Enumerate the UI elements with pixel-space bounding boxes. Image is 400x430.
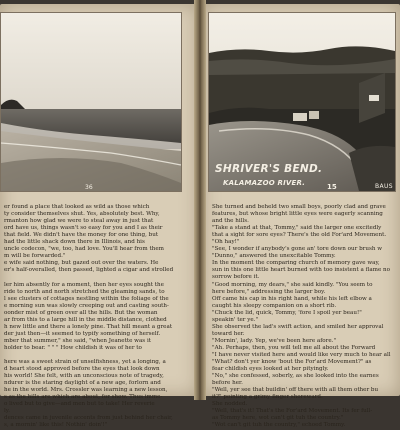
- text-line: "Oh hay!": [212, 239, 240, 246]
- text-line: "Good morning, my dears," she said kindly. "You seem to: [212, 281, 373, 288]
- text-line: he in the world. Mrs. Crossler was learning a new lesson,: [4, 387, 168, 394]
- text-line: toward her.: [212, 330, 245, 337]
- text-line: "Chuck the lid, quick, Tommy, 'fore I spoil yer beau!": [212, 309, 362, 316]
- text-line: ly.: [4, 408, 10, 415]
- text-line: as Tommy here, wot can't git tuh the country.": [212, 415, 344, 422]
- text-line: ride to north and north stretched the gleaming sands, to: [4, 288, 165, 295]
- text-line: here before," addressing the larger boy.: [212, 288, 326, 295]
- text-line: his world! She felt, with an unconscious note of tragedy,: [4, 373, 164, 380]
- text-line: speakin' ter ye.": [212, 316, 259, 323]
- text-line: dences came in juvenile accents from just behind her chair,: [4, 415, 173, 422]
- text-line: "See, I wonder if anybody's gone an' tore down our brush w: [212, 246, 382, 253]
- text-line: oonder mist of green over all the hills. But the woman: [4, 309, 158, 316]
- text-line: Off came his cap in his right hand, while his left elbow a: [212, 295, 372, 302]
- text-line: had the little shack down there in Illinois, and his: [4, 239, 145, 246]
- text-line: der just then—it seemed to typify something of herself.: [4, 330, 161, 337]
- text-line: here was a sweet strain of unselfishness, yet a longing, a: [4, 359, 166, 366]
- text-line: uncle codecon, "we, too, had love. You'll hear from them: [4, 246, 164, 253]
- text-line: er's half-overalled, then passed, lighted a cigar and strolled: [4, 267, 174, 274]
- text-line: sorrow before it.: [212, 274, 260, 281]
- plate-number: 15: [327, 183, 337, 191]
- left-page-text: [4, 204, 190, 430]
- text-line: m will be forwarded.": [4, 253, 66, 260]
- beach-scene-illustration: [1, 13, 181, 191]
- text-line: "I have never visited here and would like very much to hear all: [212, 351, 391, 358]
- left-page: [0, 4, 198, 429]
- text-line: ord have us, things wasn't so easy for you and I as their: [4, 225, 163, 232]
- text-line: She observed the lad's swift action, and smiled her approval: [212, 323, 384, 330]
- caption-subtitle: KALAMAZOO RIVER.: [223, 179, 306, 187]
- text-line: "Well, yer see that buildin' off there with all them other bu: [212, 387, 379, 394]
- right-page: [202, 4, 400, 429]
- text-line: "What? don't yer know 'bout the For'ard Movement?" as: [212, 359, 372, 366]
- text-line: and the hills.: [212, 218, 249, 225]
- text-line: "Ah. Perhaps, then, you will tell me all about the Forward: [212, 344, 376, 351]
- text-line: In the moment the comparing church of memory gave way,: [212, 260, 380, 267]
- text-line: caught his sleepy companion on a short rib.: [212, 302, 337, 309]
- text-line: before her.: [212, 380, 243, 387]
- text-line: ty consider themselves shut. Yes, absolutely best. Why,: [4, 211, 160, 218]
- text-line: "No," she confessed, soberly, as she looked into the earnes: [212, 373, 379, 380]
- text-line: that a sight for sore eyes? There's the old For'ard Movement.: [212, 232, 387, 239]
- right-page-text: [212, 204, 394, 430]
- text-line: "Dunno," answered the unexcitable Tommy.: [212, 253, 336, 260]
- text-line: h new little and there a lonely pine. That hill meant a great: [4, 323, 173, 330]
- text-line: mber that summer," she said, "when Jeanette was it: [4, 337, 151, 344]
- caption-title: SHRIVER'S BEND.: [215, 163, 323, 175]
- text-line: "Well, that's it! That's the For'ard Movement. Its fer full-: [212, 408, 373, 415]
- text-line: er found a place that looked as wild as those which: [4, 204, 150, 210]
- text-line: ndurer is the staring daylight of a new age, forlorn and: [4, 380, 161, 387]
- text-line: d heart stood approved before the eyes that look down: [4, 366, 160, 373]
- text-line: holder to bear. " " " How childish it was of her to: [4, 344, 142, 351]
- text-line: She turned and beheld two small boys, poorly clad and grave: [212, 204, 386, 210]
- text-line: "Wot can't git tuh the country," echoed Tommy.: [212, 422, 346, 429]
- text-line: that field. We didn't have the money for one thing, but: [4, 232, 159, 239]
- text-line: sun in this one little heart burned with too insistent a flame no: [212, 267, 391, 274]
- text-line: rmanton how glad we were to steal away in just that: [4, 218, 154, 225]
- text-line: [4, 352, 190, 359]
- text-line: l see clusters of cottages nestling within the foliage of the: [4, 295, 169, 302]
- text-line: fear childish eyes looked at her pityingly.: [212, 366, 329, 373]
- text-line: She nodded.: [212, 401, 248, 408]
- book-gutter: [194, 0, 206, 400]
- text-line: "Take a stand at that, Tommy," said the larger one excitedly: [212, 225, 382, 232]
- text-line: ar from this to a large hill in the middle distance, clothed: [4, 316, 167, 323]
- text-line: "Mornin', lady. Yep, we've been here afore.": [212, 337, 337, 344]
- beach-photograph: [0, 12, 182, 192]
- text-line: o lived but to give—and men but to take! Her reverie: [4, 401, 155, 408]
- text-line: s, a mornin' like this! Nothin' doin'!": [4, 422, 108, 429]
- text-line: features, but whose bright little eyes were eagerly scanning: [212, 211, 383, 218]
- text-line: e wife said nothing, but gazed out over the waters. He: [4, 260, 159, 267]
- photo-credit: BAUS: [374, 183, 393, 190]
- river-photograph: [208, 12, 396, 192]
- text-line: s as the hills are which are about, for show. Thus imme-: [4, 394, 163, 401]
- text-line: ler him absently for a moment, then her eyes sought the: [4, 281, 164, 288]
- text-line: e morning sun was slowly creeping out and casting south-: [4, 302, 169, 309]
- text-line: [4, 274, 190, 281]
- plate-number: 36: [85, 184, 93, 191]
- text-line: it?" pointing a grimy finger shoreward.: [212, 394, 323, 401]
